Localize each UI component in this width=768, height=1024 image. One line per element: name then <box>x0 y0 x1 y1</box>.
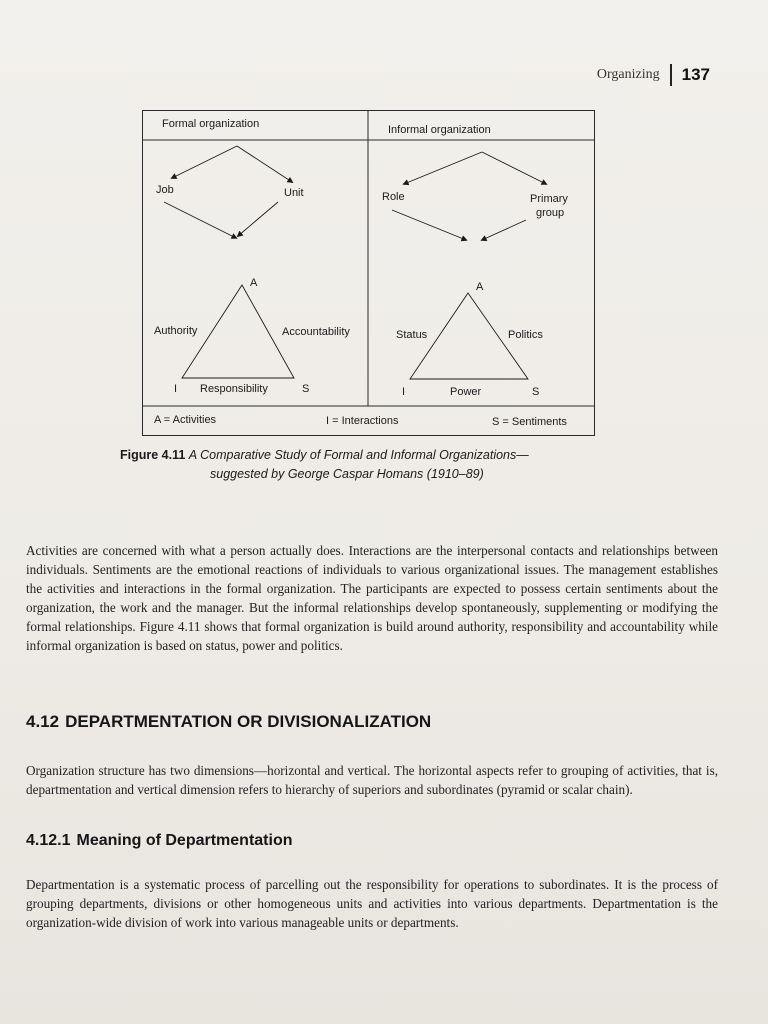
figure-caption <box>120 446 640 484</box>
subsection-title: Meaning of Departmentation <box>76 832 293 849</box>
informal-group-label: group <box>536 207 565 219</box>
page-number: 137 <box>681 65 710 84</box>
formal-job-label: Job <box>156 184 174 196</box>
section-title: DEPARTMENTATION OR DIVISIONALIZATION <box>65 712 432 731</box>
formal-responsibility-label: Responsibility <box>200 383 268 395</box>
legend-sentiments: S = Sentiments <box>492 416 567 428</box>
informal-apex-label: A <box>476 281 484 293</box>
paragraph-departmentation: Departmentation is a systematic process of parcelling out the responsibility for operations to subordinates. It is the process of grouping departments, divisions or other homogeneous units and activities into various departments. Departmentation is the organization-wide division of work into various manageable units or departments. <box>26 877 718 931</box>
formal-s-label: S <box>302 383 310 395</box>
informal-arrow-to-role <box>404 152 482 184</box>
formal-arrow-to-job <box>172 146 237 178</box>
informal-politics-label: Politics <box>508 329 543 341</box>
formal-triangle <box>182 285 294 378</box>
section-number: 4.12 <box>26 712 60 731</box>
subsection-heading-4-12-1 <box>26 832 293 850</box>
informal-power-label: Power <box>450 386 482 398</box>
formal-arrow-unit-down <box>238 202 278 236</box>
formal-accountability-label: Accountability <box>282 326 350 338</box>
caption-label: Figure 4.11 <box>120 448 186 462</box>
subsection-number: 4.12.1 <box>26 832 71 849</box>
informal-primary-label: Primary <box>530 193 568 205</box>
paragraph-structure: Organization structure has two dimensions—horizontal and vertical. The horizontal aspects refer to grouping of activities, that is, departmentation and vertical dimension refers to hierarchy of superiors and subordinates (pyramid or scalar chain). <box>26 763 718 798</box>
running-head <box>597 64 710 86</box>
informal-arrow-group-down <box>482 220 526 240</box>
formal-apex-label: A <box>250 277 258 289</box>
figure-4-11 <box>142 110 596 436</box>
informal-header: Informal organization <box>388 124 491 136</box>
formal-authority-label: Authority <box>154 325 198 337</box>
running-head-section: Organizing <box>596 67 660 82</box>
caption-line-2: suggested by George Caspar Homans (1910–89) <box>210 467 484 481</box>
comparison-diagram <box>142 110 596 436</box>
running-head-divider <box>670 64 672 86</box>
informal-s-label: S <box>532 386 540 398</box>
section-heading-4-12 <box>26 712 431 732</box>
formal-i-label: I <box>174 383 178 395</box>
informal-i-label: I <box>402 386 406 398</box>
informal-role-label: Role <box>382 191 405 203</box>
informal-arrow-to-group <box>482 152 546 184</box>
caption-line-1: A Comparative Study of Formal and Informal Organizations— <box>188 448 529 462</box>
legend-activities: A = Activities <box>154 414 217 426</box>
informal-arrow-role-down <box>392 210 466 240</box>
paragraph-activities: Activities are concerned with what a person actually does. Interactions are the interpersonal contacts and relationships between individuals. Sentiments are the emotional reactions of individuals to various organizational issues. The management establishes the activities and interactions in the formal organization. The participants are expected to possess certain sentiments about the organization, the work and the manager. But the informal relationships develop spontaneously, supplementing or modifying the formal relationships. Figure 4.11 shows that formal organization is build around authority, responsibility and accountability while informal organization is based on status, power and politics. <box>26 543 718 654</box>
informal-status-label: Status <box>396 329 428 341</box>
formal-arrow-job-down <box>164 202 236 238</box>
formal-unit-label: Unit <box>284 187 304 199</box>
legend-interactions: I = Interactions <box>326 415 399 427</box>
formal-arrow-to-unit <box>237 146 292 182</box>
formal-header: Formal organization <box>162 118 260 130</box>
